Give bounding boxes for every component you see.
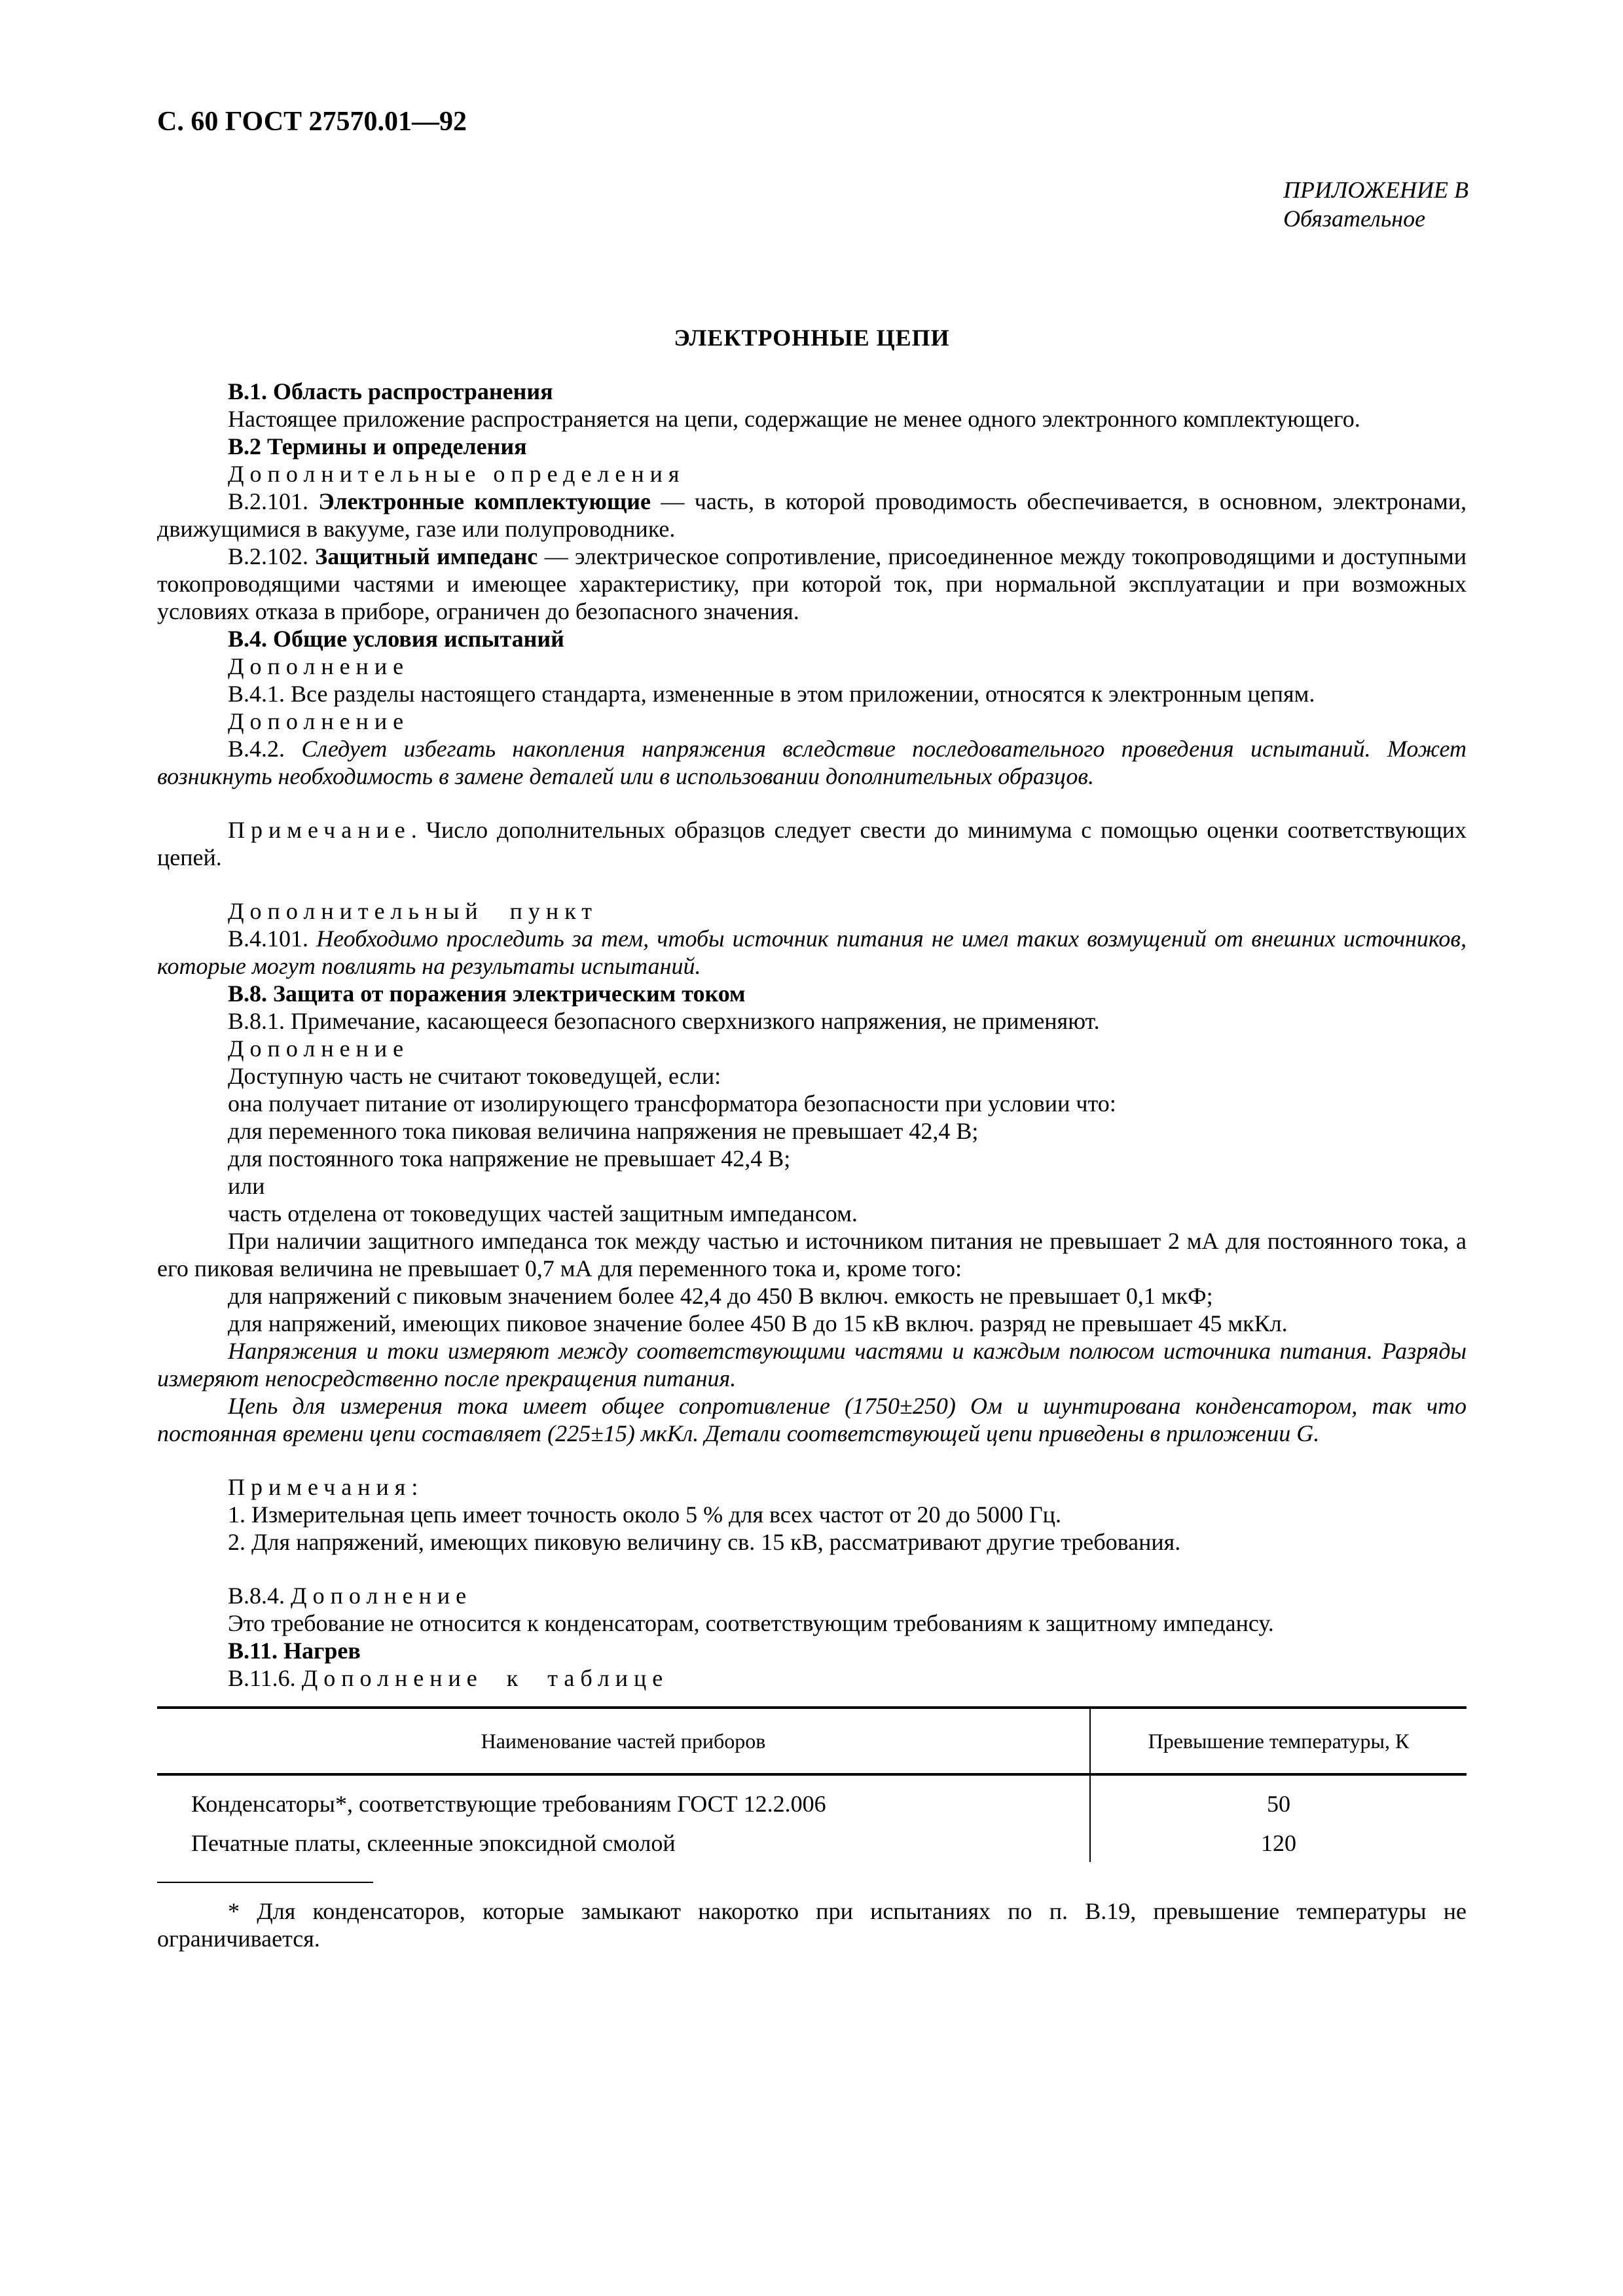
paragraph-b42	[157, 735, 1467, 790]
paragraph-voltage-1: для напряжений с пиковым значением более 42,4 до 450 В включ. емкость не превышает 0,1 мкФ;	[228, 1283, 1213, 1309]
table-cell-temperature-rise: 120	[1261, 1830, 1296, 1856]
table-header-row	[157, 1708, 1467, 1774]
clause-text: Следует избегать накопления напряжения вследствие последовательного проведения испытаний. Может возникнуть необходимость в замене деталей или в использовании дополнительных образцов.	[157, 736, 1467, 789]
line-b8-4: или	[228, 1173, 265, 1199]
label-addition: Дополнение	[228, 653, 410, 679]
line-b8-5: часть отделена от токоведущих частей защитным импедансом.	[228, 1200, 858, 1227]
notes-heading: Примечания:	[228, 1474, 418, 1500]
appendix-title: ПРИЛОЖЕНИЕ В	[1283, 177, 1468, 203]
heading-b84	[157, 1582, 1467, 1609]
appendix-status: Обязательное	[1283, 206, 1426, 232]
paragraph-b1: Настоящее приложение распространяется на цепи, содержащие не менее одного электронного комплектующего.	[228, 406, 1360, 432]
paragraph-b2101	[157, 488, 1467, 543]
addition-label: Дополнение	[291, 1583, 473, 1609]
defined-term: Защитный импеданс	[315, 543, 538, 569]
paragraph-impedance: При наличии защитного импеданса ток между частью и источником питания не превышает 2 мА для постоянного тока, а его пиковая величина не превышает 0,7 мА для переменного тока и, кроме того:	[157, 1228, 1467, 1282]
line-b8-3: для постоянного тока напряжение не превышает 42,4 В;	[228, 1145, 791, 1172]
table-cell-part-name: Печатные платы, склеенные эпоксидной смолой	[157, 1823, 1090, 1862]
paragraph-b84: Это требование не относится к конденсаторам, соответствующим требованиям к защитному импедансу.	[228, 1610, 1274, 1636]
footnote: * Для конденсаторов, которые замыкают накоротко при испытаниях по п. В.19, превышение температуры не ограничивается.	[157, 1898, 1467, 1952]
heading-b116	[157, 1664, 1467, 1692]
table-addition-label: Дополнение к таблице	[301, 1665, 669, 1691]
clause-number: В.4.101.	[228, 925, 317, 952]
clause-number: В.2.102.	[228, 543, 316, 569]
note-1: 1. Измерительная цепь имеет точность около 5 % для всех частот от 20 до 5000 Гц.	[228, 1501, 1061, 1528]
table-cell-temperature-rise: 50	[1267, 1791, 1290, 1817]
heading-b8: В.8. Защита от поражения электрическим током	[228, 980, 746, 1007]
clause-text: Необходимо проследить за тем, чтобы источник питания не имел таких возмущений от внешних источников, которые могут повлиять на результаты испытаний.	[157, 925, 1467, 979]
heading-b1: В.1. Область распространения	[228, 378, 553, 404]
line-b8-0: Доступную часть не считают токоведущей, если:	[228, 1063, 721, 1089]
paragraph-b41: В.4.1. Все разделы настоящего стандарта, измененные в этом приложении, относятся к электронным цепям.	[228, 681, 1315, 707]
label-additional-definitions: Дополнительные определения	[228, 461, 685, 487]
line-b8-2: для переменного тока пиковая величина напряжения не превышает 42,4 В;	[228, 1118, 979, 1144]
paragraph-voltage-2: для напряжений, имеющих пиковое значение более 450 В до 15 кВ включ. разряд не превышает 45 мкКл.	[228, 1310, 1288, 1336]
section-title: ЭЛЕКТРОННЫЕ ЦЕПИ	[674, 325, 950, 351]
line-b8-1: она получает питание от изолирующего трансформатора безопасности при условии что:	[228, 1090, 1116, 1117]
table-header-part-name: Наименование частей приборов	[157, 1708, 1090, 1774]
footnote-separator	[157, 1882, 373, 1883]
clause-number: В.11.6.	[228, 1665, 302, 1691]
heading-b4: В.4. Общие условия испытаний	[228, 626, 564, 652]
heading-b11: В.11. Нагрев	[228, 1638, 361, 1664]
table-row	[157, 1823, 1467, 1862]
page-header: С. 60 ГОСТ 27570.01—92	[157, 107, 467, 137]
clause-number: В.2.101.	[228, 488, 319, 514]
label-additional-item	[157, 897, 1467, 925]
note-text: . Число дополнительных образцов следует свести до минимума с помощью оценки соответствующих цепей.	[157, 817, 1467, 870]
definition-text: — электрическое сопротивление, присоединенное между токопроводящими и доступными токопроводящими частями и имеющее характеристику, при которой ток, при нормальной эксплуатации и при возможных условиях отказа в приборе, ограничен до безопасного значения.	[157, 543, 1467, 624]
table-cell-part-name: Конденсаторы*, соответствующие требованиям ГОСТ 12.2.006	[157, 1774, 1090, 1823]
notes-label: Примечания	[228, 1474, 412, 1500]
paragraph-b4101	[157, 925, 1467, 980]
document-body	[157, 324, 1467, 1952]
paragraph-measure-1: Напряжения и токи измеряют между соответствующими частями и каждым полюсом источника питания. Разряды измеряют непосредственно после прекращения питания.	[157, 1338, 1467, 1391]
note-label: Примечание	[228, 817, 411, 843]
definition-text: — часть, в которой проводимость обеспечивается, в основном, электронами, движущимися в вакууме, газе или полупроводнике.	[157, 488, 1467, 542]
paragraph-b81: В.8.1. Примечание, касающееся безопасного сверхнизкого напряжения, не применяют.	[228, 1008, 1100, 1034]
heading-b2: В.2 Термины и определения	[228, 433, 527, 459]
table-header-temperature-rise: Превышение температуры, К	[1090, 1708, 1467, 1774]
label-addition: Дополнение	[228, 1035, 410, 1062]
defined-term: Электронные комплектующие	[318, 488, 651, 514]
table-row	[157, 1774, 1467, 1823]
clause-number: В.8.4.	[228, 1583, 291, 1609]
clause-number: В.4.2.	[228, 736, 302, 762]
paragraph-measure-2: Цепь для измерения тока имеет общее сопротивление (1750±250) Ом и шунтирована конденсатором, так что постоянная времени цепи составляет (225±15) мкКл. Детали соответствующей цепи приведены в приложении G.	[157, 1393, 1467, 1446]
additional-item-label: Дополнительный пункт	[228, 898, 598, 924]
label-addition: Дополнение	[228, 708, 410, 734]
note-b42	[157, 816, 1467, 871]
temperature-table	[157, 1706, 1467, 1862]
paragraph-b2102	[157, 543, 1467, 625]
note-2: 2. Для напряжений, имеющих пиковую величину св. 15 кВ, рассматривают другие требования.	[228, 1529, 1181, 1555]
appendix-label	[1283, 175, 1468, 233]
